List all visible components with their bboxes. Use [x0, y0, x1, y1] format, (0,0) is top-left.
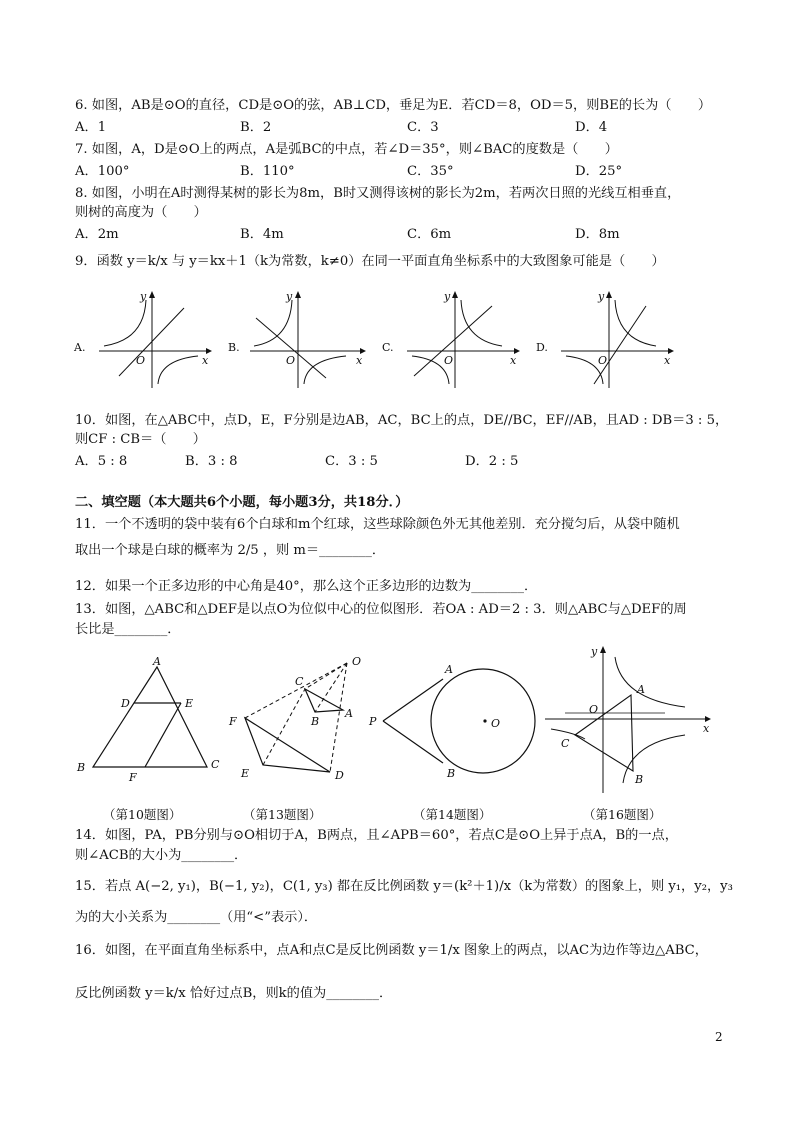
point-a-label: A	[637, 683, 645, 696]
figure-14-svg	[365, 655, 545, 790]
y-axis-arrow	[295, 291, 301, 298]
hyperbola-branch	[461, 300, 502, 346]
question-7-stem: 7. 如图，A，D是⊙O上的两点，A是弧BC的中点，若∠D＝35°，则∠BAC的度数是（ ）	[75, 142, 618, 157]
point-p-label: P	[369, 715, 377, 728]
q6-option-c: C．3	[407, 120, 439, 135]
q8-option-a: A．2m	[75, 227, 119, 242]
question-8-stem-line2: 则树的高度为（ ）	[75, 205, 207, 220]
tangent-pa	[383, 679, 443, 721]
q9-graph-d-svg	[536, 288, 676, 388]
hyperbola-branch	[304, 356, 346, 384]
point-b-label: B	[635, 773, 644, 786]
axis-x-label: x	[356, 354, 363, 367]
q9-graph-a-svg	[74, 288, 214, 388]
axis-y-label: y	[140, 290, 147, 303]
point-d-label: D	[121, 697, 130, 710]
dashed-line-oc	[305, 663, 347, 689]
point-o-label: O	[352, 655, 362, 668]
point-b-label: B	[447, 767, 456, 780]
question-14-line1: 14．如图，PA，PB分别与⊙O相切于A，B两点，且∠APB＝60°，若点C是⊙O上异于点A，B的一点，	[75, 828, 678, 843]
dashed-line-ec	[263, 689, 305, 765]
section-2-title: 二、填空题（本大题共6个小题，每小题3分，共18分．）	[75, 495, 409, 510]
q9-option-a-graph	[74, 288, 214, 392]
center-dot	[483, 719, 486, 722]
caption-figure-10: （第10题图）	[103, 807, 182, 822]
q9-graph-c-svg	[382, 288, 522, 388]
q9-option-b-graph	[228, 288, 368, 392]
question-8-options	[75, 226, 735, 244]
question-13-line1: 13．如图，△ABC和△DEF是以点O为位似中心的位似图形．若OA : AD＝2 : 3．则△ABC与△DEF的周	[75, 602, 687, 617]
point-f-label: F	[129, 771, 137, 784]
question-15-line1: 15．若点 A(−2, y₁)，B(−1, y₂)，C(1, y₃) 都在反比例函数 y＝(k²＋1)/x（k为常数）的图象上，则 y₁，y₂，y₃	[75, 879, 733, 894]
q10-option-a: A．5 : 8	[75, 454, 128, 469]
question-16-line1: 16．如图，在平面直角坐标系中，点A和点C是反比例函数 y＝1/x 图象上的两点，以AC为边作等边△ABC，	[75, 943, 708, 958]
y-axis-arrow	[149, 291, 155, 298]
page-number: 2	[715, 1030, 723, 1044]
point-f-label: F	[229, 715, 237, 728]
q9-graph-b-svg	[228, 288, 368, 388]
point-o-label: O	[491, 717, 501, 730]
question-10-stem-line2: 则CF : CB＝（ ）	[75, 432, 206, 447]
caption-figure-14: （第14题图）	[413, 807, 492, 822]
axis-x-label: x	[664, 354, 671, 367]
hyperbola-branch	[254, 300, 292, 346]
axis-y-label: y	[591, 645, 598, 658]
question-8-stem-line1: 8. 如图，小明在A时测得某树的影长为8m，B时又测得该树的影长为2m，若两次日照的光线互相垂直，	[75, 186, 681, 201]
hyperbola-branch	[104, 300, 146, 346]
q8-option-c: C．6m	[407, 227, 452, 242]
q7-option-a: A．100°	[75, 164, 130, 179]
axis-x-label: x	[510, 354, 517, 367]
figure-13	[225, 655, 380, 794]
segment-ef	[145, 703, 181, 767]
q9-d-label: D.	[536, 341, 548, 354]
point-a-label: A	[445, 663, 453, 676]
q8-option-b: B．4m	[240, 227, 284, 242]
question-9-stem: 9．函数 y＝k/x 与 y＝kx＋1（k为常数，k≠0）在同一平面直角坐标系中的大致图象可能是（ ）	[75, 254, 665, 269]
q10-option-c: C．3 : 5	[325, 454, 378, 469]
axis-origin-label: O	[136, 354, 146, 367]
q9-c-label: C.	[382, 341, 394, 354]
point-d-label: D	[335, 769, 344, 782]
question-13-line2: 长比是________．	[75, 622, 181, 637]
hyperbola-branch	[158, 356, 198, 384]
q9-a-label: A.	[74, 341, 86, 354]
hyperbola-branch	[615, 300, 656, 346]
q6-option-d: D．4	[575, 120, 608, 135]
question-6-options	[75, 119, 735, 137]
triangle-abc	[93, 667, 207, 767]
question-10-stem-line1: 10．如图，在△ABC中，点D，E，F分别是边AB，AC，BC上的点，DE//BC，EF//AB，且AD : DB＝3 : 5，	[75, 413, 729, 428]
question-6-stem: 6. 如图，AB是⊙O的直径，CD是⊙O的弦，AB⊥CD，垂足为E．若CD＝8，OD＝5，则BE的长为（ ）	[75, 98, 712, 113]
y-axis-arrow	[600, 646, 606, 653]
q7-option-d: D．25°	[575, 164, 623, 179]
q8-option-d: D．8m	[575, 227, 620, 242]
q10-option-b: B．3 : 8	[185, 454, 238, 469]
figure-14	[365, 655, 545, 794]
point-e-label: E	[185, 697, 194, 710]
figure-10	[75, 655, 225, 794]
axis-origin-label: O	[589, 703, 599, 716]
tangent-pb	[383, 721, 443, 763]
figure-16-svg	[545, 643, 715, 793]
figure-16	[545, 643, 715, 797]
point-a-label: A	[153, 655, 161, 668]
dashed-line-ob	[315, 663, 347, 712]
q10-option-d: D．2 : 5	[465, 454, 519, 469]
point-c-label: C	[295, 675, 304, 688]
y-axis-arrow	[606, 291, 612, 298]
axis-y-label: y	[286, 290, 293, 303]
y-axis-arrow	[452, 291, 458, 298]
question-16-line2: 反比例函数 y＝k/x 恰好过点B，则k的值为________．	[75, 986, 393, 1001]
point-c-label: C	[561, 737, 570, 750]
caption-figure-16: （第16题图）	[583, 807, 662, 822]
triangle-abc	[305, 689, 343, 712]
linear-graph	[256, 318, 326, 378]
q7-option-b: B．110°	[240, 164, 295, 179]
point-e-label: E	[241, 767, 250, 780]
triangle-abc	[575, 695, 633, 771]
axis-origin-label: O	[286, 354, 296, 367]
question-7-options	[75, 163, 735, 181]
axis-x-label: x	[202, 354, 209, 367]
circle-o	[431, 669, 535, 773]
q9-b-label: B.	[228, 341, 240, 354]
linear-graph	[594, 306, 646, 384]
question-11-line2: 取出一个球是白球的概率为 2/5 ，则 m＝________．	[75, 543, 386, 558]
figure-13-svg	[225, 655, 380, 790]
axis-y-label: y	[598, 290, 605, 303]
point-b-label: B	[311, 715, 320, 728]
q9-option-d-graph	[536, 288, 676, 392]
question-10-options	[75, 453, 735, 471]
question-15-line2: 为的大小关系为________（用“<”表示）．	[75, 910, 318, 925]
axis-x-label: x	[703, 722, 710, 735]
point-c-label: C	[211, 758, 220, 771]
point-a-label: A	[345, 707, 353, 720]
caption-figure-13: （第13题图）	[243, 807, 322, 822]
figure-10-svg	[75, 655, 225, 790]
q6-option-a: A．1	[75, 120, 107, 135]
dashed-line-of	[245, 663, 347, 718]
question-14-line2: 则∠ACB的大小为________．	[75, 848, 248, 863]
question-11-line1: 11．一个不透明的袋中装有6个白球和m个红球，这些球除颜色外无其他差别．充分搅匀后，从袋中随机	[75, 517, 680, 532]
axis-origin-label: O	[598, 354, 608, 367]
q6-option-b: B．2	[240, 120, 272, 135]
q9-option-c-graph	[382, 288, 522, 392]
axis-origin-label: O	[444, 354, 454, 367]
q7-option-c: C．35°	[407, 164, 454, 179]
point-b-label: B	[77, 761, 86, 774]
question-12: 12．如果一个正多边形的中心角是40°，那么这个正多边形的边数为________．	[75, 579, 538, 594]
axis-y-label: y	[444, 290, 451, 303]
